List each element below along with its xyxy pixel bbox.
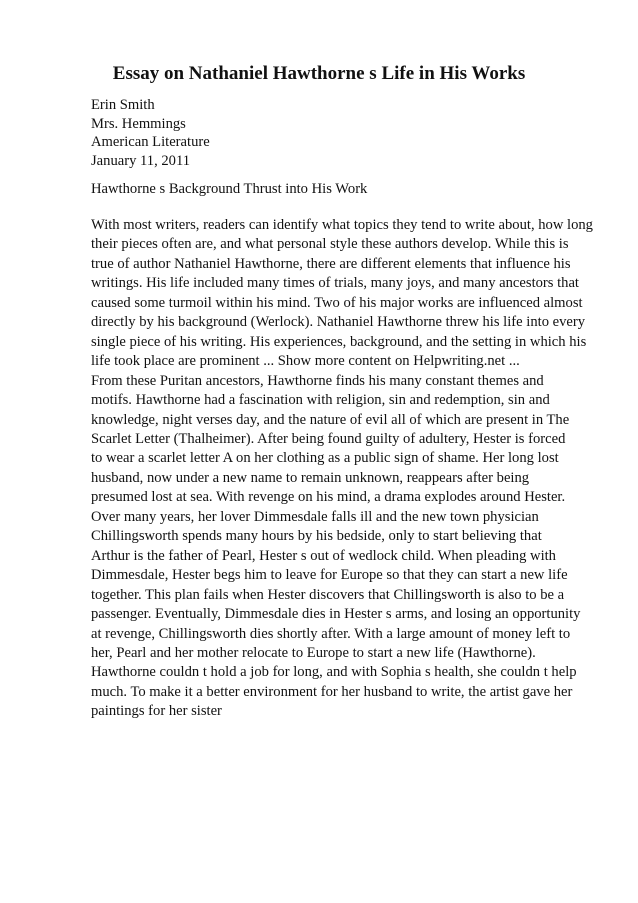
date: January 11, 2011 (91, 152, 191, 169)
body-line: paintings for her sister (91, 703, 222, 720)
teacher-name: Mrs. Hemmings (91, 115, 186, 132)
body-line: caused some turmoil within his mind. Two of his major works are influenced almost (91, 294, 583, 311)
body-line: Dimmesdale, Hester begs him to leave for Europe so that they can start a new life (91, 567, 568, 584)
body-line: From these Puritan ancestors, Hawthorne finds his many constant themes and (91, 372, 544, 389)
body-line: together. This plan fails when Hester discovers that Chillingsworth is also to be a (91, 586, 565, 603)
body-line: passenger. Eventually, Dimmesdale dies in Hester s arms, and losing an opportunity (91, 606, 581, 623)
body-line: life took place are prominent ... Show more content on Helpwriting.net ... (91, 353, 520, 370)
body-line: directly by his background (Werlock). Nathaniel Hawthorne threw his life into every (91, 314, 586, 331)
author-header (91, 96, 210, 170)
body-line: true of author Nathaniel Hawthorne, there are different elements that influence his (91, 255, 571, 272)
course-name: American Literature (91, 134, 210, 151)
body-line: presumed lost at sea. With revenge on his mind, a drama explodes around Hester. (91, 489, 566, 506)
section-subheading: Hawthorne s Background Thrust into His Work (91, 181, 368, 197)
page-title: Essay on Nathaniel Hawthorne s Life in His Works (112, 63, 526, 84)
essay-body (91, 216, 593, 722)
body-line: motifs. Hawthorne had a fascination with religion, sin and redemption, sin and (91, 392, 550, 409)
author-name: Erin Smith (91, 97, 155, 113)
body-line: Over many years, her lover Dimmesdale falls ill and the new town physician (91, 508, 539, 525)
body-line: to wear a scarlet letter A on her clothing as a public sign of shame. Her long lost (91, 450, 559, 467)
body-line: single piece of his writing. His experiences, background, and the setting in which his (91, 333, 587, 350)
body-line: their pieces often are, and what personal style these authors develop. While this is (91, 236, 569, 253)
body-line: husband, now under a new name to remain unknown, reappears after being (91, 469, 530, 486)
body-line: Hawthorne couldn t hold a job for long, and with Sophia s health, she couldn t help (91, 664, 577, 681)
body-line: writings. His life included many times of trials, many joys, and many ancestors that (91, 275, 579, 292)
body-line: Scarlet Letter (Thalheimer). After being found guilty of adultery, Hester is forced (91, 430, 566, 447)
body-line: Arthur is the father of Pearl, Hester s out of wedlock child. When pleading with (91, 547, 556, 564)
body-line: With most writers, readers can identify what topics they tend to write about, how long (91, 217, 593, 233)
body-line: much. To make it a better environment for her husband to write, the artist gave her (91, 683, 573, 700)
body-line: her, Pearl and her mother relocate to Europe to start a new life (Hawthorne). (91, 644, 536, 661)
body-line: at revenge, Chillingsworth dies shortly after. With a large amount of money left to (91, 625, 571, 642)
body-line: Chillingsworth spends many hours by his bedside, only to start believing that (91, 528, 542, 545)
body-line: knowledge, night verses day, and the nature of evil all of which are present in The (91, 411, 570, 428)
